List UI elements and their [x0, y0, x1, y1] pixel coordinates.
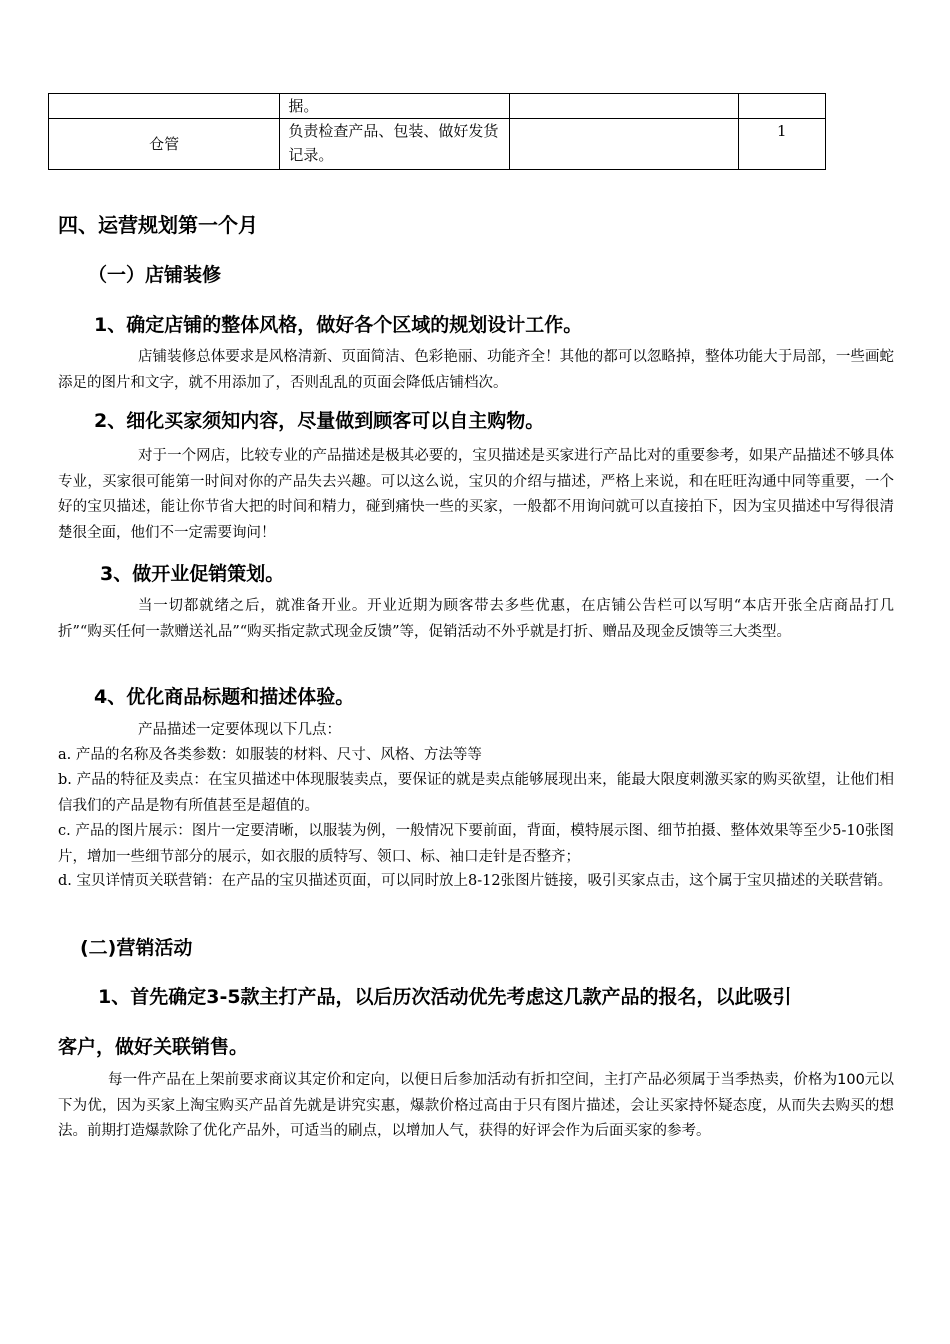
table-cell-duty: 负责检查产品、包装、做好发货记录。	[280, 119, 509, 170]
paragraph: 当一切都就绪之后，就准备开业。开业近期为顾客带去多些优惠，在店铺公告栏可以写明“本店开张全店商品打几折”“购买任何一款赠送礼品”“购买指定款式现金反馈”等，促销活动不外乎就是打折、赠品及现金反馈等三大类型。	[58, 598, 894, 640]
table-cell-blank	[509, 94, 738, 119]
table-cell-role	[49, 94, 280, 119]
section-heading: 四、运营规划第一个月	[58, 213, 258, 237]
list-item: b. 产品的特征及卖点：在宝贝描述中体现服装卖点，要保证的就是卖点能够展现出来，能最大限度刺激买家的购买欲望，让他们相信我们的产品是物有所值甚至是超值的。	[58, 772, 894, 814]
table-cell-role: 仓管	[49, 119, 280, 170]
item-heading: 2、细化买家须知内容，尽量做到顾客可以自主购物。	[94, 410, 545, 432]
table-row	[49, 119, 826, 170]
paragraph: 每一件产品在上架前要求商议其定价和定向，以便日后参加活动有折扣空间，主打产品必须属于当季热卖，价格为100元以下为优，因为买家上淘宝购买产品首先就是讲究实惠，爆款价格过高由于只有图片描述，会让买家持怀疑态度，从而失去购买的想法。前期打造爆款除了优化产品外，可适当的刷点，以增加人气，获得的好评会作为后面买家的参考。	[58, 1072, 894, 1139]
list-item: c. 产品的图片展示：图片一定要清晰，以服装为例，一般情况下要前面，背面，模特展示图、细节拍摄、整体效果等至少5-10张图片，增加一些细节部分的展示，如衣服的质特写、领口、标、袖口走针是否整齐；	[58, 823, 894, 865]
item-heading: 1、确定店铺的整体风格，做好各个区域的规划设计工作。	[94, 314, 583, 336]
table-row	[49, 94, 826, 119]
subsection-heading: （一）店铺装修	[88, 264, 222, 286]
item-heading: 4、优化商品标题和描述体验。	[94, 686, 355, 708]
staff-table	[48, 93, 826, 170]
paragraph: 对于一个网店，比较专业的产品描述是极其必要的，宝贝描述是买家进行产品比对的重要参考，如果产品描述不够具体专业，买家很可能第一时间对你的产品失去兴趣。可以这么说，宝贝的介绍与描述，严格上来说，和在旺旺沟通中同等重要，一个好的宝贝描述，能让你节省大把的时间和精力，碰到痛快一些的买家，一般都不用询问就可以直接拍下，因为宝贝描述中写得很清楚很全面，他们不一定需要询问！	[58, 448, 894, 541]
table-cell-duty: 据。	[280, 94, 509, 119]
paragraph: 店铺装修总体要求是风格清新、页面简洁、色彩艳丽、功能齐全！其他的都可以忽略掉，整体功能大于局部，一些画蛇添足的图片和文字，就不用添加了，否则乱乱的页面会降低店铺档次。	[58, 349, 894, 391]
item-heading: 1、首先确定3-5款主打产品，以后历次活动优先考虑这几款产品的报名，以此吸引	[98, 986, 792, 1008]
table-cell-blank	[509, 119, 738, 170]
table-cell-count	[738, 94, 825, 119]
list-item: d. 宝贝详情页关联营销：在产品的宝贝描述页面，可以同时放上8-12张图片链接，吸引买家点击，这个属于宝贝描述的关联营销。	[58, 873, 893, 889]
item-heading-continued: 客户，做好关联销售。	[58, 1036, 249, 1058]
table-cell-count: 1	[738, 119, 825, 170]
item-heading: 3、做开业促销策划。	[100, 563, 285, 585]
subsection-heading: (二)营销活动	[80, 937, 193, 959]
paragraph: 产品描述一定要体现以下几点：	[138, 722, 341, 738]
list-item: a. 产品的名称及各类参数：如服装的材料、尺寸、风格、方法等等	[58, 747, 482, 763]
